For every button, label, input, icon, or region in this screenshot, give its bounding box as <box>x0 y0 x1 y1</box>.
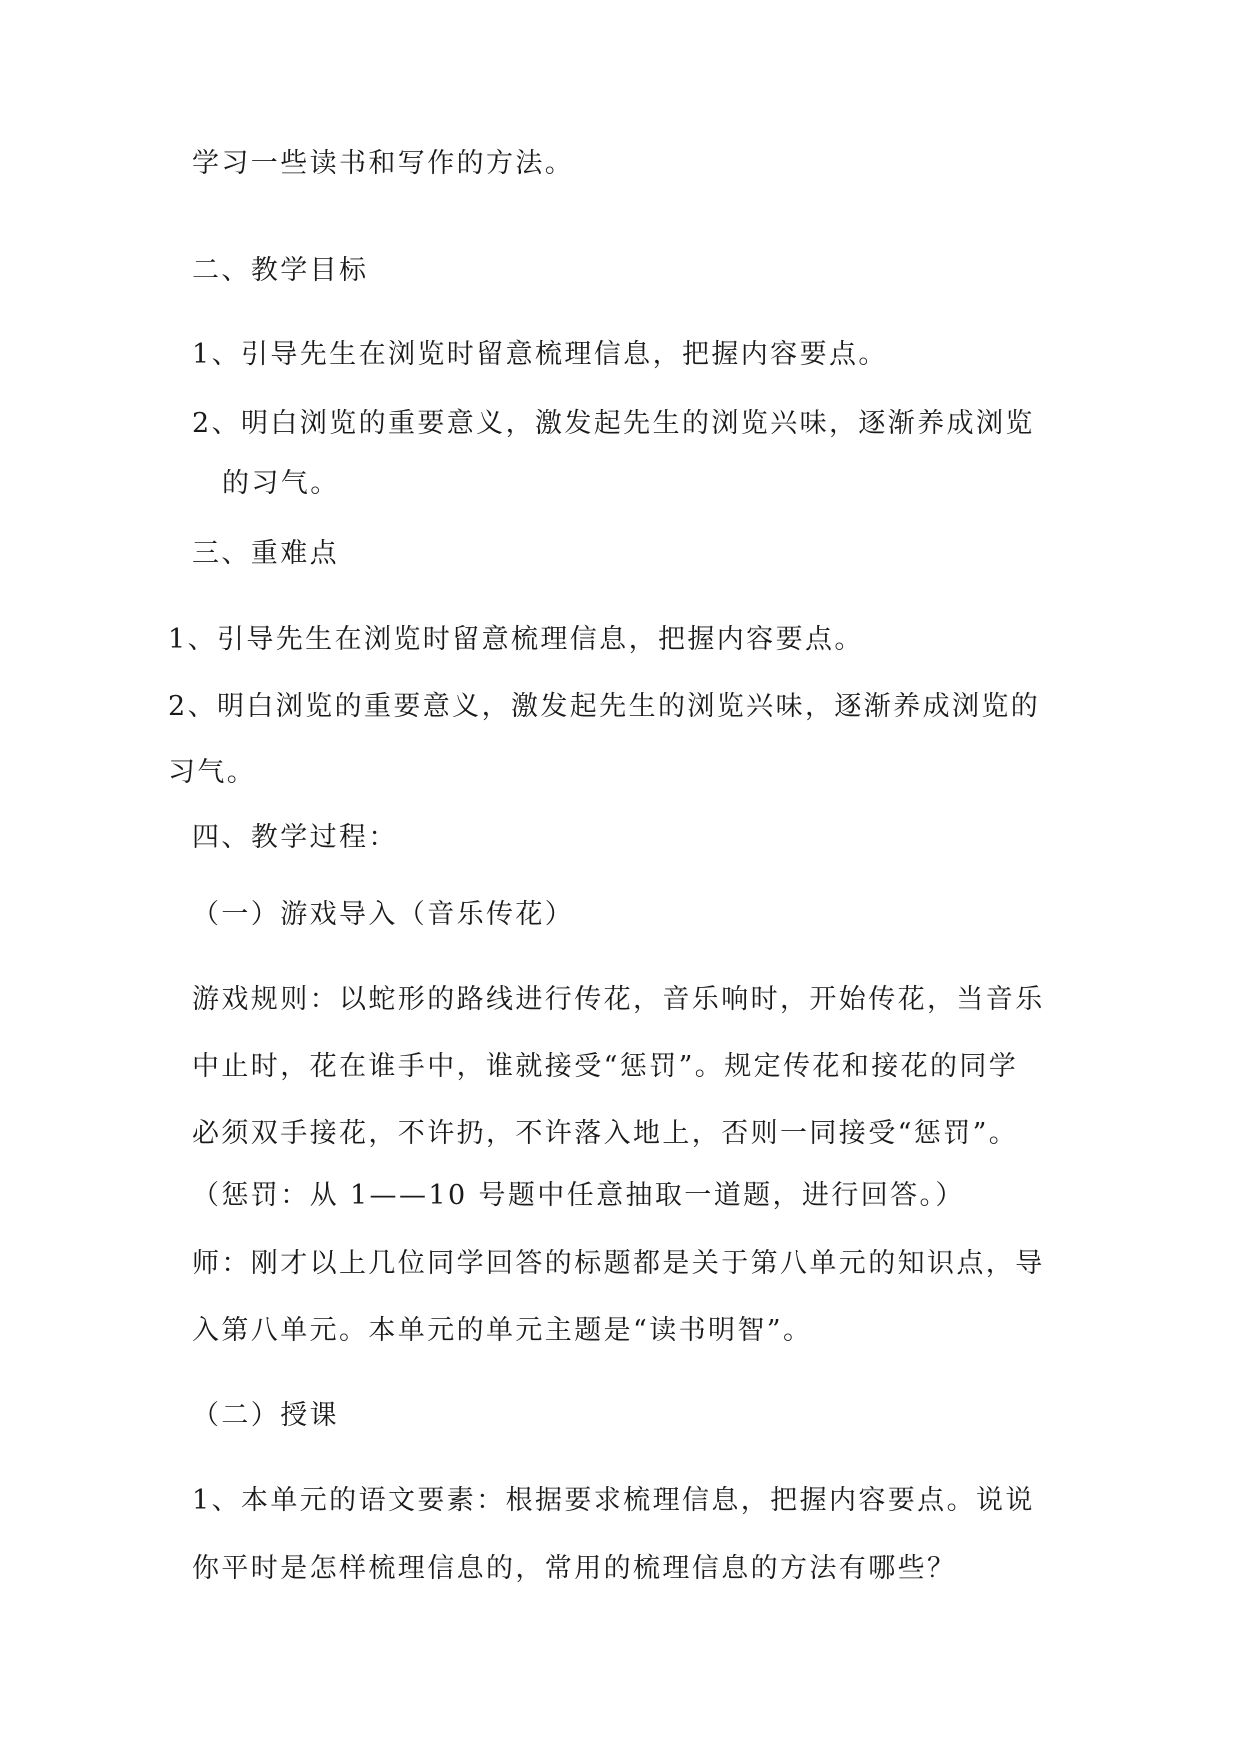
text-line: （惩罚：从 1——10 号题中任意抽取一道题，进行回答。） <box>192 1180 965 1211</box>
subsection-heading: （二）授课 <box>192 1400 339 1431</box>
text-line: 2、明白浏览的重要意义，激发起先生的浏览兴味，逐渐养成浏览的 <box>168 691 1041 722</box>
subsection-heading: （一）游戏导入（音乐传花） <box>192 899 575 930</box>
text-line: 的习气。 <box>222 468 340 499</box>
text-line: 你平时是怎样梳理信息的，常用的梳理信息的方法有哪些？ <box>192 1553 957 1584</box>
section-heading: 二、教学目标 <box>192 255 369 286</box>
text-line: 习气。 <box>168 757 257 788</box>
section-heading: 三、重难点 <box>192 538 339 569</box>
text-line: 中止时，花在谁手中，谁就接受“惩罚”。规定传花和接花的同学 <box>192 1051 1019 1082</box>
text-line: 1、引导先生在浏览时留意梳理信息，把握内容要点。 <box>192 339 888 370</box>
section-heading: 四、教学过程： <box>192 822 398 853</box>
text-line: 1、引导先生在浏览时留意梳理信息，把握内容要点。 <box>168 624 864 655</box>
text-line: 入第八单元。本单元的单元主题是“读书明智”。 <box>192 1315 813 1346</box>
text-line: 师：刚才以上几位同学回答的标题都是关于第八单元的知识点，导 <box>192 1248 1045 1279</box>
text-line: 学习一些读书和写作的方法。 <box>192 148 575 179</box>
text-line: 游戏规则：以蛇形的路线进行传花，音乐响时，开始传花，当音乐 <box>192 984 1045 1015</box>
text-line: 1、本单元的语文要素：根据要求梳理信息，把握内容要点。说说 <box>192 1485 1035 1516</box>
text-line: 必须双手接花，不许扔，不许落入地上，否则一同接受“惩罚”。 <box>192 1118 1019 1149</box>
text-line: 2、明白浏览的重要意义，激发起先生的浏览兴味，逐渐养成浏览 <box>192 408 1035 439</box>
